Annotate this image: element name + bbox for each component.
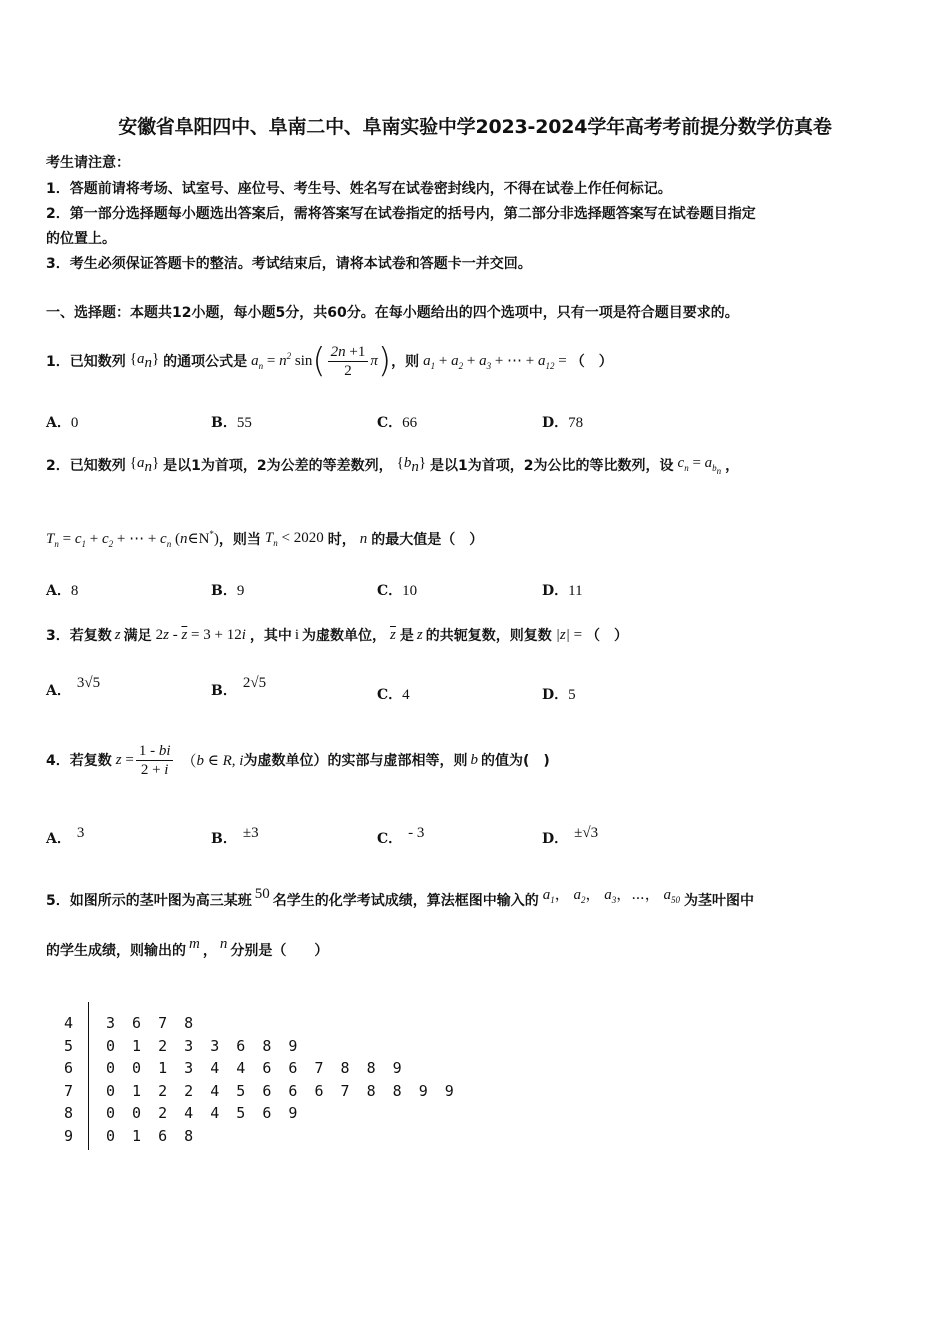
- q2-seq-a: $\{a_n\}$: [129, 454, 160, 475]
- q1-seq: $\{a_n\}$: [129, 350, 160, 371]
- q3-p6: 的共轭复数，则复数: [425, 628, 552, 644]
- section-heading: 一、选择题：本题共12小题，每小题5分，共60分。在每小题给出的四个选项中，只有一项是符合题目要求的。: [46, 305, 739, 321]
- q5-p3: 为茎叶图中: [684, 893, 755, 909]
- stem-leaf-plot: [60, 1012, 458, 1147]
- q3-option-d[interactable]: D．5: [542, 687, 576, 703]
- question-1: 1．已知数列 $\{a_n\}$ 的通项公式是 $a_n = n^2$ sin ( $\frac{2n +1}{2}$ π ) ，则 $a_1 + a_2 + a_3$ + ⋯ + $a_{12}$ = （ ）: [46, 341, 613, 381]
- q1-tail: （ ）: [570, 354, 613, 370]
- q5-line2a: 的学生成绩，则输出的: [46, 943, 186, 959]
- q3-prefix: 3．若复数: [46, 628, 112, 644]
- stem-leaf-row: 8 0 0 2 4 4 5 6 9: [64, 1104, 302, 1122]
- notice-item: 1．答题前请将考场、试室号、座位号、考生号、姓名写在试卷密封线内，不得在试卷上作任何标记。: [46, 181, 672, 197]
- q5-count: 50: [254, 885, 270, 902]
- q5-line2b: ，: [202, 943, 217, 959]
- q4-option-b[interactable]: B． ±3: [211, 825, 259, 847]
- question-2-line-2: [46, 524, 483, 554]
- q1-option-d[interactable]: D．78: [542, 415, 584, 431]
- question-5-line-2: 的学生成绩，则输出的 m ， n 分别是（ ）: [46, 935, 329, 959]
- q4-cond: b ∈ R, i: [196, 752, 244, 769]
- q2-line2c: 的最大值是（ ）: [371, 532, 484, 548]
- stem-leaf-row: 7 0 1 2 2 4 5 6 6 6 7 8 8 9 9: [64, 1081, 458, 1100]
- q2-n: n: [359, 530, 368, 547]
- stem-leaf-row: 4 3 6 7 8: [64, 1014, 198, 1032]
- q3-abs: |z| =: [555, 626, 583, 643]
- stem-leaf-row: 9 0 1 6 8: [64, 1126, 198, 1145]
- q4-paren: 为虚数单位）的实部与虚部相等，则: [243, 753, 468, 769]
- q1-then: ，则: [391, 354, 420, 370]
- q3-p5: 是: [399, 628, 414, 644]
- question-2-line-1: [46, 450, 739, 480]
- question-5-line-1: [46, 884, 754, 916]
- q1-formula: $a_n = n^2$ sin: [251, 351, 313, 371]
- q2-option-a[interactable]: A．8: [46, 583, 79, 599]
- q3-option-a[interactable]: A． 3√5: [46, 675, 101, 699]
- q2-option-c[interactable]: C．10: [377, 583, 418, 599]
- q1-fraction: $\frac{2n +1}{2}$: [328, 343, 369, 380]
- q5-prefix: 5．如图所示的茎叶图为高三某班: [46, 893, 252, 909]
- notice-item: 的位置上。: [46, 231, 116, 247]
- q3-equation: $2z - \overline{z} = 3 + 12i$: [155, 626, 246, 643]
- q2-ineq: $T_n < 2020$: [264, 530, 324, 548]
- q3-tail: （ ）: [586, 628, 629, 644]
- q1-paren-right: ): [377, 341, 392, 381]
- notice-item: 3．考生必须保证答题卡的整洁。考试结束后，请将本试卷和答题卡一并交回。: [46, 256, 532, 272]
- q1-sum: $a_1 + a_2 + a_3$ + ⋯ + $a_{12}$ =: [423, 353, 567, 371]
- q1-prefix: 1．已知数列: [46, 354, 126, 370]
- q2-line2b: 时，: [327, 532, 356, 548]
- q2-option-b[interactable]: B．9: [211, 583, 245, 599]
- q1-option-b[interactable]: B．55: [211, 415, 252, 431]
- q1-option-c[interactable]: C．66: [377, 415, 418, 431]
- q4-option-d[interactable]: D． ±√3: [542, 825, 599, 847]
- page-title: 安徽省阜阳四中、阜南二中、阜南实验中学2023-2024学年高考考前提分数学仿真卷: [118, 116, 832, 138]
- q3-option-c[interactable]: C．4: [377, 687, 410, 703]
- q1-paren-left: (: [312, 341, 326, 381]
- q2-tn: $T_n = c_1 + c_2$ + ⋯ + $c_n$ (n∈N*): [46, 529, 219, 549]
- q5-p2: 名学生的化学考试成绩，算法框图中输入的: [272, 893, 539, 909]
- q1-mid: 的通项公式是: [163, 354, 248, 370]
- q5-inputs: $a_1$， $a_2$， $a_3$，⋯， $a_{50}$: [542, 887, 681, 905]
- q2-part1: 是以1为首项，2为公差的等差数列，: [163, 458, 393, 474]
- q5-line2c: 分别是（ ）: [230, 943, 329, 959]
- q2-prefix: 2．已知数列: [46, 458, 126, 474]
- q4-option-c[interactable]: C． - 3: [377, 825, 425, 847]
- stem-leaf-row: 5 0 1 2 3 3 6 8 9: [64, 1036, 302, 1055]
- q2-comma: ，: [725, 458, 740, 474]
- q4-tail: 的值为( ): [480, 753, 550, 769]
- q3-p4: 为虚数单位，: [302, 628, 387, 644]
- question-3: 3．若复数 z 满足 $2z - \overline{z} = 3 + 12i$ ，其中 i 为虚数单位， $\overline{z}$ 是 z 的共轭复数，则复数 |z| = （ ）: [46, 626, 629, 644]
- q2-line2a: ，则当: [218, 532, 261, 548]
- q2-option-d[interactable]: D．11: [542, 583, 583, 599]
- q3-p3: ，其中: [249, 628, 292, 644]
- question-4: 4．若复数 z = $\frac{1 - bi}{2 + i}$ （ b ∈ R, i 为虚数单位）的实部与虚部相等，则 b 的值为( ): [46, 742, 550, 778]
- q2-seq-b: $\{b_n\}$: [396, 454, 427, 475]
- q1-option-a[interactable]: A．0: [46, 415, 79, 431]
- q4-option-a[interactable]: A． 3: [46, 825, 85, 847]
- notice-heading: 考生请注意：: [46, 155, 130, 171]
- stem-leaf-row: 6 0 0 1 3 4 4 6 6 7 8 8 9: [64, 1059, 406, 1077]
- q4-fraction: $\frac{1 - bi}{2 + i}$: [136, 742, 174, 779]
- notice-item: 2．第一部分选择题每小题选出答案后，需将答案写在试卷指定的括号内，第二部分非选择题答案写在试卷题目指定: [46, 206, 756, 222]
- q4-prefix: 4．若复数: [46, 753, 112, 769]
- q2-part2: 是以1为首项，2为公比的等比数列，设: [430, 458, 674, 474]
- q2-cn: $c_n = a_{b_n}$: [677, 454, 722, 476]
- q3-option-b[interactable]: B． 2√5: [211, 675, 267, 699]
- q3-p2: 满足: [123, 628, 152, 644]
